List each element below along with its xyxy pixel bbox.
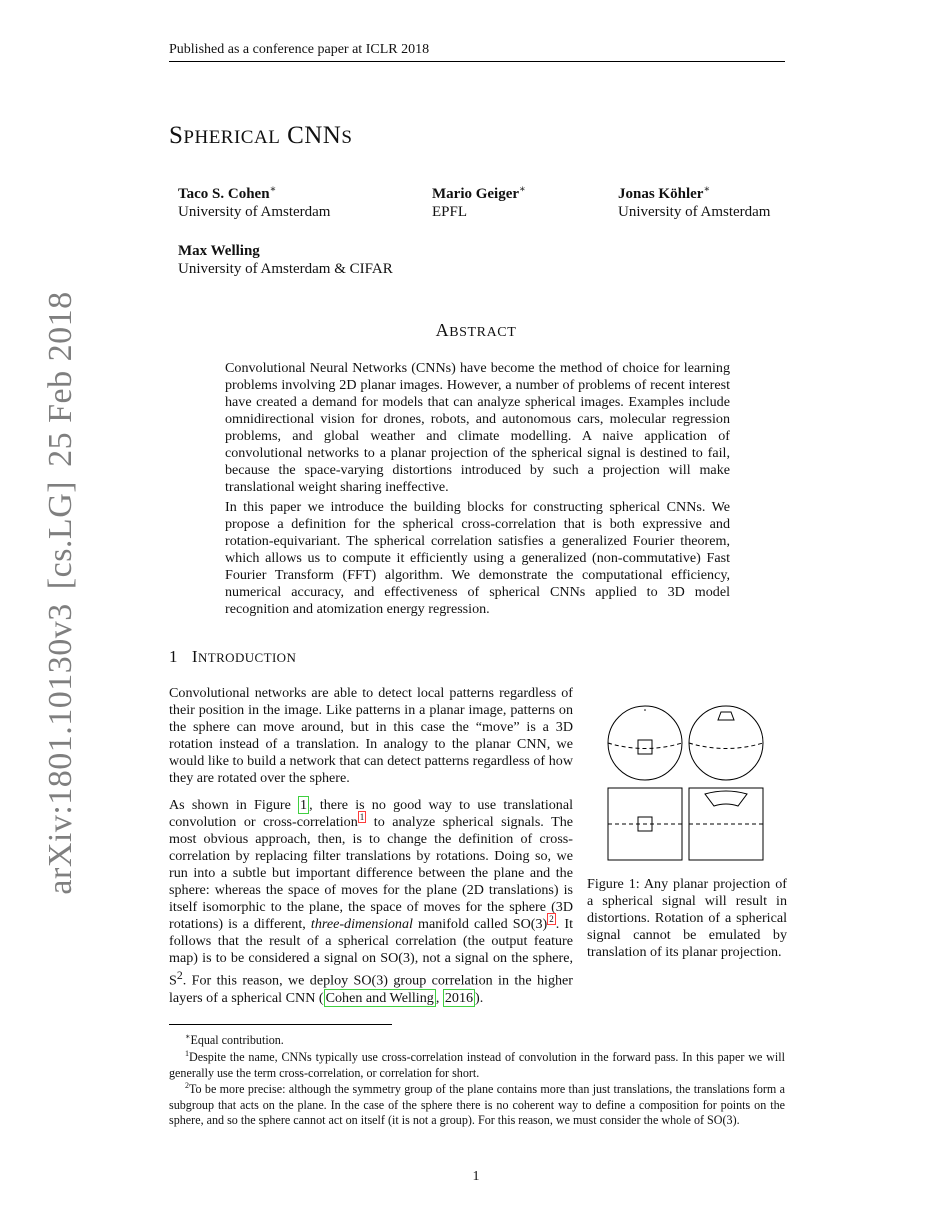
footnote-mark: 1 <box>185 1049 189 1058</box>
citation-year-link[interactable]: 2016 <box>444 989 474 1006</box>
title-acronym: CNN <box>287 122 342 149</box>
footnote-1 <box>169 1046 785 1081</box>
author-block <box>432 181 526 221</box>
sphere-left <box>608 706 682 780</box>
sphere-left-equator <box>608 743 682 749</box>
section-heading <box>169 647 296 667</box>
arxiv-id: arXiv:1801.10130v3 <box>42 603 79 895</box>
plane-right-distorted-patch <box>705 791 747 806</box>
text-run: As shown in Figure <box>169 797 299 813</box>
text-run: . For this reason, we deploy SO(3) group correlation in the higher layers of a spherical CNN ( <box>169 972 573 1006</box>
text-run: , <box>435 989 443 1006</box>
abstract-paragraph: In this paper we introduce the building blocks for constructing spherical CNNs. We propose a definition for the spherical cross-correlation that is both expressive and rotation-equivariant. The spherical correlation satisfies a generalized Fourier theorem, which allows us to compute it efficiently using a generalized (non-commutative) Fast Fourier Transform (FFT) algorithm. We demonstrate the computational efficiency, numerical accuracy, and effectiveness of spherical CNNs applied to 3D model recognition and atomization energy regression. <box>225 499 730 617</box>
figure-caption: Figure 1: Any planar projection of a spherical signal will result in distortions. Rotation of a spherical signal cannot be emulated by translation of its planar projection. <box>587 876 787 960</box>
figure-ref-link[interactable]: 1 <box>300 797 308 813</box>
citation-author: Cohen and Welling <box>325 989 434 1006</box>
text-run: manifold called SO(3) <box>412 916 548 932</box>
footnote-mark: 2 <box>185 1081 189 1090</box>
sphere-right <box>689 706 763 780</box>
author-block <box>178 242 393 278</box>
abstract-heading-first: A <box>435 320 450 340</box>
author-name: Mario Geiger <box>432 186 520 202</box>
footnote-text: To be more precise: although the symmetry group of the plane contains more than just translations, the translations form a subgroup that acts on the plane. In the case of the sphere there is no coherent way to define a composition for points on the sphere, and so the sphere cannot act on itself (it is not a group). For this reason, we must consider the whole of SO(3). <box>169 1082 785 1128</box>
author-mark: ∗ <box>269 184 277 195</box>
citation-link[interactable] <box>324 989 436 1007</box>
section-title-rest: NTRODUCTION <box>197 650 297 665</box>
paper-title <box>169 122 352 150</box>
arxiv-category: [cs.LG] <box>42 480 79 590</box>
arxiv-date: 25 Feb 2018 <box>42 291 79 467</box>
figure-1-diagram <box>605 702 769 864</box>
footnote-mark: ∗ <box>185 1032 191 1041</box>
sphere-right-equator <box>689 743 763 749</box>
author-affiliation: University of Amsterdam <box>618 204 771 220</box>
author-mark: ∗ <box>519 184 526 195</box>
abstract-heading <box>0 320 952 341</box>
section-number: 1 <box>169 647 178 666</box>
text-run: . It follows that the result of a spherical correlation (the output feature map) is to be considered a signal on SO(3), not a signal on the sphere, S <box>169 916 573 989</box>
header-rule <box>169 61 785 62</box>
emphasis-text: three-dimensional <box>310 916 413 932</box>
author-mark: ∗ <box>703 184 711 195</box>
abstract-heading-rest: BSTRACT <box>449 325 517 340</box>
page-number: 1 <box>472 1169 480 1184</box>
author-affiliation: EPFL <box>432 204 468 220</box>
author-block <box>178 181 330 221</box>
text-run: ). <box>475 989 484 1006</box>
body-paragraph: Convolutional networks are able to detect local patterns regardless of their position in the image. Like patterns in a planar image, patterns on the sphere can move around, but in this case the “move” is a 3D rotation instead of a translation. In analogy to the planar CNN, we would like to build a network that can detect patterns regardless of how they are rotated over the sphere. <box>169 685 573 786</box>
title-first-letter: S <box>169 122 184 149</box>
footnote-ref-link[interactable]: 1 <box>359 812 365 823</box>
text-run: , there is no good way to use translational convolution or cross-correlation <box>169 797 573 830</box>
footnote-ref-link[interactable]: 2 <box>549 914 554 925</box>
footnote-text: Equal contribution. <box>190 1033 284 1048</box>
footnote-text: Despite the name, CNNs typically use cross-correlation instead of convolution in the forward pass. In this paper we will generally use the term cross-correlation, or correlation for short. <box>169 1050 785 1080</box>
superscript: 2 <box>176 969 183 982</box>
footnote-rule <box>169 1024 392 1025</box>
sphere-left-patch <box>638 740 652 754</box>
text-run: to analyze spherical signals. The most obvious approach, then, is to change the definition of cross-correlation by replacing filter translations by rotations. Doing so, we run into a subtle but important difference between the plane and the sphere: whereas the space of moves for the plane (2D translations) is itself isomorphic to the plane, the space of moves for the sphere (3D rotations) is a different, <box>169 814 573 932</box>
arxiv-stamp <box>42 291 80 908</box>
sphere-left-pole-dot <box>644 709 646 711</box>
title-rest: PHERICAL <box>183 127 281 148</box>
body-paragraph <box>169 797 573 1007</box>
author-name: Max Welling <box>178 243 260 259</box>
section-title-first: I <box>191 647 198 666</box>
author-affiliation: University of Amsterdam <box>178 204 331 220</box>
author-affiliation: University of Amsterdam & CIFAR <box>178 261 393 277</box>
author-name: Taco S. Cohen <box>178 186 270 202</box>
abstract-paragraph: Convolutional Neural Networks (CNNs) have become the method of choice for learning problems involving 2D planar images. However, a number of problems of recent interest have created a demand for models that can analyze spherical images. Examples include omnidirectional vision for drones, robots, and autonomous cars, molecular regression problems, and global weather and climate modelling. A naive application of convolutional networks to a planar projection of the spherical signal is destined to fail, because the space-varying distortions introduced by such a projection will make translational weight sharing ineffective. <box>225 360 730 495</box>
sphere-right-patch <box>718 712 734 720</box>
title-acronym-plural: S <box>341 127 353 148</box>
author-name: Jonas Köhler <box>618 186 704 202</box>
author-block <box>618 181 770 221</box>
running-head: Published as a conference paper at ICLR 2018 <box>169 42 430 57</box>
footnote-2 <box>169 1078 785 1129</box>
